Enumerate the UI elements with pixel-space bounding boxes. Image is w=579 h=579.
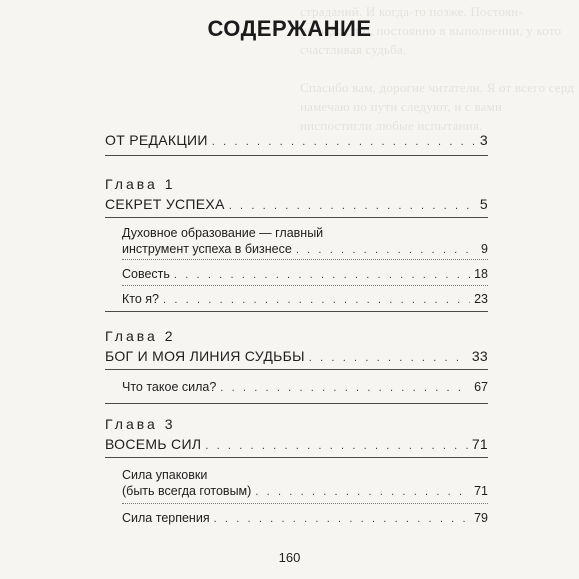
page-title: СОДЕРЖАНИЕ xyxy=(207,16,372,41)
divider xyxy=(122,503,488,504)
toc-entry-label: СЕКРЕТ УСПЕХА xyxy=(105,196,225,212)
toc-entry-section[interactable] xyxy=(122,510,488,528)
toc-entry-section[interactable] xyxy=(122,225,488,258)
toc-entry-label: ВОСЕМЬ СИЛ xyxy=(105,436,202,452)
dot-leader xyxy=(220,380,470,397)
toc-entry-section[interactable] xyxy=(122,291,488,309)
toc-page-number: 23 xyxy=(474,292,488,306)
toc-page-number: 67 xyxy=(474,380,488,394)
toc-entry-label: Кто я? xyxy=(122,292,160,306)
toc-entry-section[interactable] xyxy=(122,467,488,500)
toc-entry-label: БОГ И МОЯ ЛИНИЯ СУДЬБЫ xyxy=(105,348,305,364)
divider xyxy=(105,457,488,458)
chapter-label: Глава 2 xyxy=(105,328,176,344)
toc-entry-chapter-2[interactable] xyxy=(105,348,488,367)
dot-leader xyxy=(214,511,471,528)
divider xyxy=(105,217,488,218)
toc-page-number: 71 xyxy=(474,484,488,498)
toc-entry-section[interactable] xyxy=(122,379,488,397)
divider xyxy=(105,369,488,370)
dot-leader xyxy=(309,350,468,367)
dot-leader xyxy=(174,267,470,284)
toc-entry-label: ОТ РЕДАКЦИИ xyxy=(105,132,208,148)
toc-page-number: 3 xyxy=(479,132,488,148)
toc-entry-label-line2: инструмент успеха в бизнесе xyxy=(122,242,292,256)
toc-entry-editorial[interactable] xyxy=(105,132,488,151)
show-through-text: страданий. И когда-то позже. Постоян- но радостно, постоянно в выполнении, у кото счастливая судьба. Спасибо вам, дорогие читатели. Я от всего серд намечаю по пути следуют, и с вами ниспостигли любые испытания. xyxy=(300,4,575,133)
dot-leader xyxy=(205,438,468,455)
toc-page-number: 33 xyxy=(471,348,488,364)
toc-entry-section[interactable] xyxy=(122,266,488,284)
chapter-label: Глава 1 xyxy=(105,176,176,192)
toc-page-number: 5 xyxy=(479,196,488,212)
page-number: 160 xyxy=(278,550,301,565)
dot-leader xyxy=(229,198,476,215)
toc-entry-label: Сила терпения xyxy=(122,511,210,525)
dot-leader xyxy=(212,134,476,151)
divider xyxy=(105,311,488,312)
toc-entry-label: Что такое сила? xyxy=(122,380,217,394)
dot-leader xyxy=(255,484,470,500)
divider xyxy=(105,155,488,156)
dot-leader xyxy=(163,292,470,309)
divider xyxy=(122,259,488,260)
toc-entry-label-line1: Духовное образование — главный xyxy=(122,226,324,240)
toc-entry-chapter-1[interactable] xyxy=(105,196,488,215)
divider xyxy=(105,403,488,404)
toc-page-number: 9 xyxy=(481,242,488,256)
toc-page-number: 18 xyxy=(474,267,488,281)
toc-page-number: 79 xyxy=(474,511,488,525)
chapter-label: Глава 3 xyxy=(105,416,176,432)
toc-entry-label: Совесть xyxy=(122,267,170,281)
toc-page-number: 71 xyxy=(471,436,488,452)
toc-entry-label-line1: Сила упаковки xyxy=(122,468,208,482)
divider xyxy=(122,285,488,286)
toc-entry-label-line2: (быть всегда готовым) xyxy=(122,484,252,498)
dot-leader xyxy=(296,242,477,258)
toc-entry-chapter-3[interactable] xyxy=(105,436,488,455)
